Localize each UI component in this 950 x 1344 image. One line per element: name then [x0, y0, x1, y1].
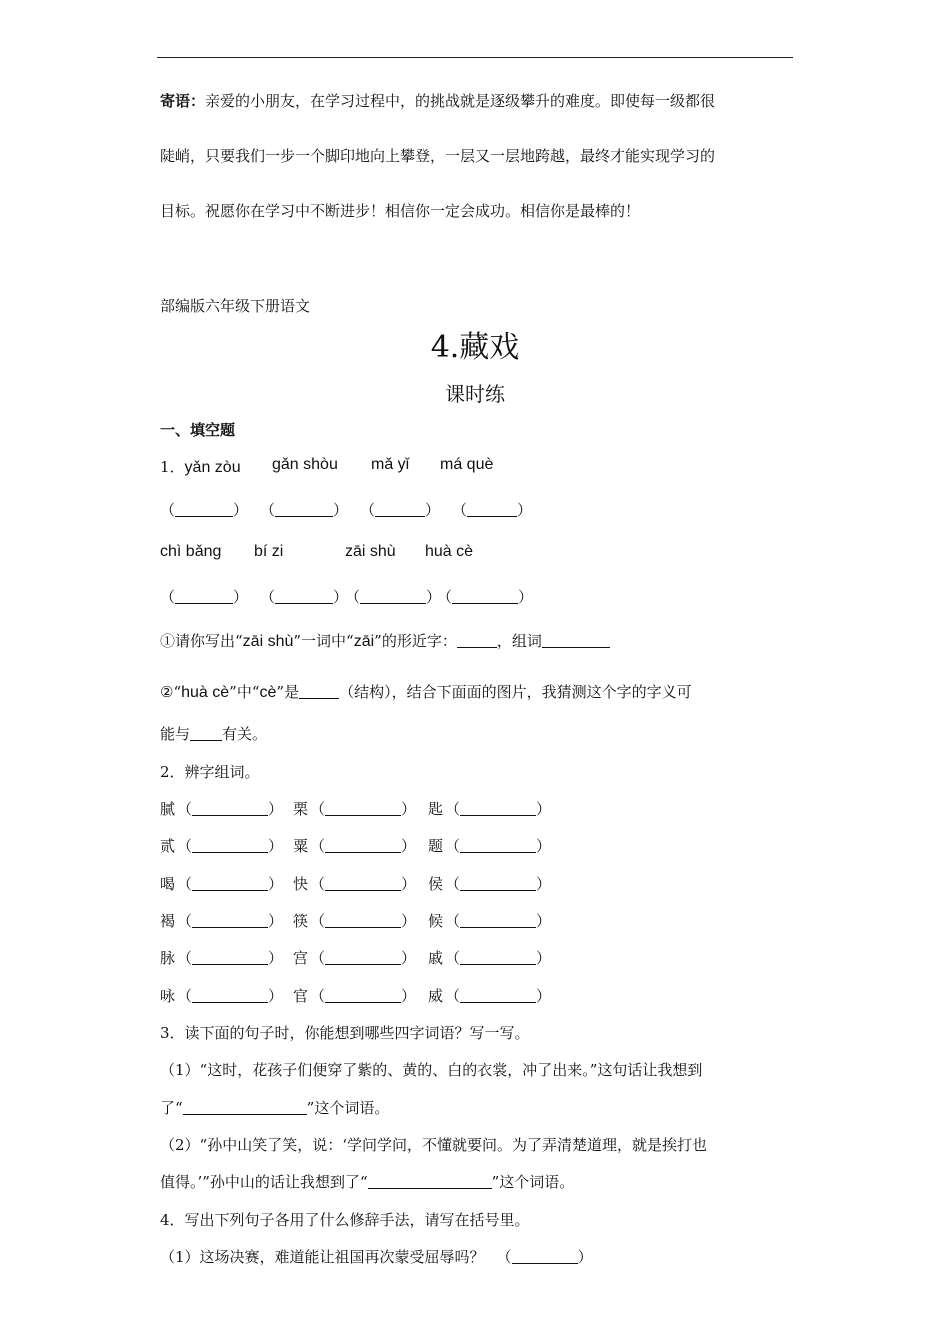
answer-blank[interactable]: （ ） [260, 588, 349, 606]
word-group-item[interactable]: 题 （ ） [428, 837, 552, 856]
answer-blank[interactable] [460, 950, 536, 965]
character: 侯 [428, 874, 444, 893]
q3-text: 3．读下面的句子时，你能想到哪些四字词语？写一写。 [160, 1024, 530, 1042]
word-group-item[interactable]: 筷 （ ） [293, 911, 417, 930]
message-line-3: 目标。祝愿你在学习中不断进步！相信你一定会成功。相信你是最棒的！ [160, 202, 641, 220]
character: 筷 [293, 911, 309, 930]
word-group-item[interactable]: 快 （ ） [293, 874, 417, 893]
page-title: 4.藏戏 [430, 330, 520, 365]
answer-blank[interactable] [368, 1174, 492, 1189]
character: 匙 [428, 800, 444, 818]
answer-blank[interactable] [325, 950, 401, 965]
character: 快 [293, 874, 309, 893]
character: 喝 [160, 874, 176, 893]
q2-text: 2．辨字组词。 [160, 763, 260, 781]
answer-blank[interactable] [460, 801, 536, 816]
top-rule [157, 57, 793, 58]
character: 贰 [160, 837, 176, 856]
word-group-item[interactable]: 官 （ ） [293, 986, 417, 1005]
answer-blank[interactable] [325, 913, 401, 928]
character: 威 [428, 986, 444, 1005]
answer-blank[interactable] [192, 876, 268, 891]
answer-blank[interactable] [192, 950, 268, 965]
message-label: 寄语： [160, 92, 206, 110]
word-group-item[interactable]: 喝 （ ） [160, 874, 284, 893]
answer-blank[interactable]: （ ） [260, 501, 349, 519]
answer-blank[interactable] [190, 726, 222, 741]
q4-text: 4．写出下列句子各用了什么修辞手法，请写在括号里。 [160, 1211, 530, 1229]
word-group-item[interactable]: 粟 （ ） [293, 837, 417, 856]
answer-blank[interactable] [542, 633, 610, 648]
word-group-item[interactable]: 腻 （ ） [160, 800, 284, 818]
message-line-1: 寄语：亲爱的小朋友，在学习过程中，的挑战就是逐级攀升的难度。即使每一级都很 [160, 92, 716, 110]
answer-blank[interactable]: （ ） [452, 501, 533, 519]
word-group-item[interactable]: 脉 （ ） [160, 949, 284, 968]
pinyin-item: má què [440, 456, 494, 473]
answer-blank[interactable] [192, 838, 268, 853]
q3-p2-line-2: 值得。’”孙中山的话让我想到了“ ”这个词语。 [160, 1173, 575, 1191]
answer-blank[interactable] [457, 633, 497, 648]
word-group-item[interactable]: 威 （ ） [428, 986, 552, 1005]
q1-sub-2: ②“huà cè”中“cè”是 （结构），结合下面面的图片，我猜测这个字的字义可 [160, 683, 692, 701]
character: 候 [428, 911, 444, 930]
page-subtitle: 课时练 [445, 382, 505, 406]
answer-blank[interactable] [460, 876, 536, 891]
word-group-item[interactable]: 栗 （ ） [293, 800, 417, 818]
character: 粟 [293, 837, 309, 856]
answer-blank[interactable] [325, 801, 401, 816]
answer-blank[interactable]: （ ） [160, 501, 249, 519]
answer-blank[interactable]: （ ） [160, 588, 249, 606]
character: 题 [428, 837, 444, 856]
word-group-item[interactable]: 咏 （ ） [160, 986, 284, 1005]
q3-p1-line-2: 了“ ”这个词语。 [160, 1099, 390, 1117]
word-group-item[interactable]: 侯 （ ） [428, 874, 552, 893]
answer-blank[interactable] [325, 988, 401, 1003]
pinyin-item: chì bǎng [160, 543, 222, 560]
q3-p2-line-1: （2）“孙中山笑了笑，说：‘学问学问，不懂就要问。为了弄清楚道理，就是挨打也 [160, 1136, 707, 1154]
character: 腻 [160, 800, 176, 818]
pinyin-item: bí zi [254, 543, 284, 560]
answer-blank[interactable] [192, 801, 268, 816]
word-group-item[interactable]: 贰 （ ） [160, 837, 284, 856]
character: 咏 [160, 986, 176, 1005]
book-label: 部编版六年级下册语文 [160, 297, 311, 315]
answer-blank[interactable] [299, 684, 339, 699]
word-group-item[interactable]: 候 （ ） [428, 911, 552, 930]
pinyin-item: mǎ yǐ [371, 456, 410, 473]
q1-sub-1: ①请你写出“zāi shù”一词中“zāi”的形近字： ，组词 [160, 630, 610, 651]
answer-blank[interactable]: （ ） [437, 588, 534, 606]
character: 官 [293, 986, 309, 1005]
pinyin-item: gǎn shòu [272, 456, 338, 473]
answer-blank[interactable] [460, 838, 536, 853]
q3-p1-line-1: （1）“这时，花孩子们便穿了紫的、黄的、白的衣裳，冲了出来。”这句话让我想到 [160, 1061, 703, 1079]
q1-pinyin-row-1: 1．yǎn zòu [160, 458, 241, 476]
character: 宫 [293, 949, 309, 968]
character: 脉 [160, 949, 176, 968]
q1-sub-2-cont: 能与 有关。 [160, 725, 268, 743]
word-group-item[interactable]: 宫 （ ） [293, 949, 417, 968]
answer-blank[interactable] [325, 876, 401, 891]
character: 褐 [160, 911, 176, 930]
word-group-item[interactable]: 戚 （ ） [428, 949, 552, 968]
answer-blank[interactable] [183, 1100, 307, 1115]
q4-p1: （1）这场决赛，难道能让祖国再次蒙受屈辱吗？ （ ） [160, 1248, 593, 1266]
pinyin-item: huà cè [425, 543, 474, 560]
answer-blank[interactable] [460, 988, 536, 1003]
answer-blank[interactable]: （ ） [345, 588, 442, 606]
word-group-item[interactable]: 匙 （ ） [428, 800, 552, 818]
answer-blank[interactable]: （ ） [360, 501, 441, 519]
character: 戚 [428, 949, 444, 968]
answer-blank[interactable] [325, 838, 401, 853]
section-heading: 一、填空题 [160, 421, 236, 439]
answer-blank[interactable] [192, 988, 268, 1003]
word-group-item[interactable]: 褐 （ ） [160, 911, 284, 930]
answer-blank[interactable] [460, 913, 536, 928]
character: 栗 [293, 800, 309, 818]
answer-blank[interactable] [192, 913, 268, 928]
pinyin-item: zāi shù [345, 543, 396, 560]
answer-blank[interactable] [512, 1249, 578, 1264]
message-line-2: 陡峭，只要我们一步一个脚印地向上攀登，一层又一层地跨越，最终才能实现学习的 [160, 147, 716, 165]
